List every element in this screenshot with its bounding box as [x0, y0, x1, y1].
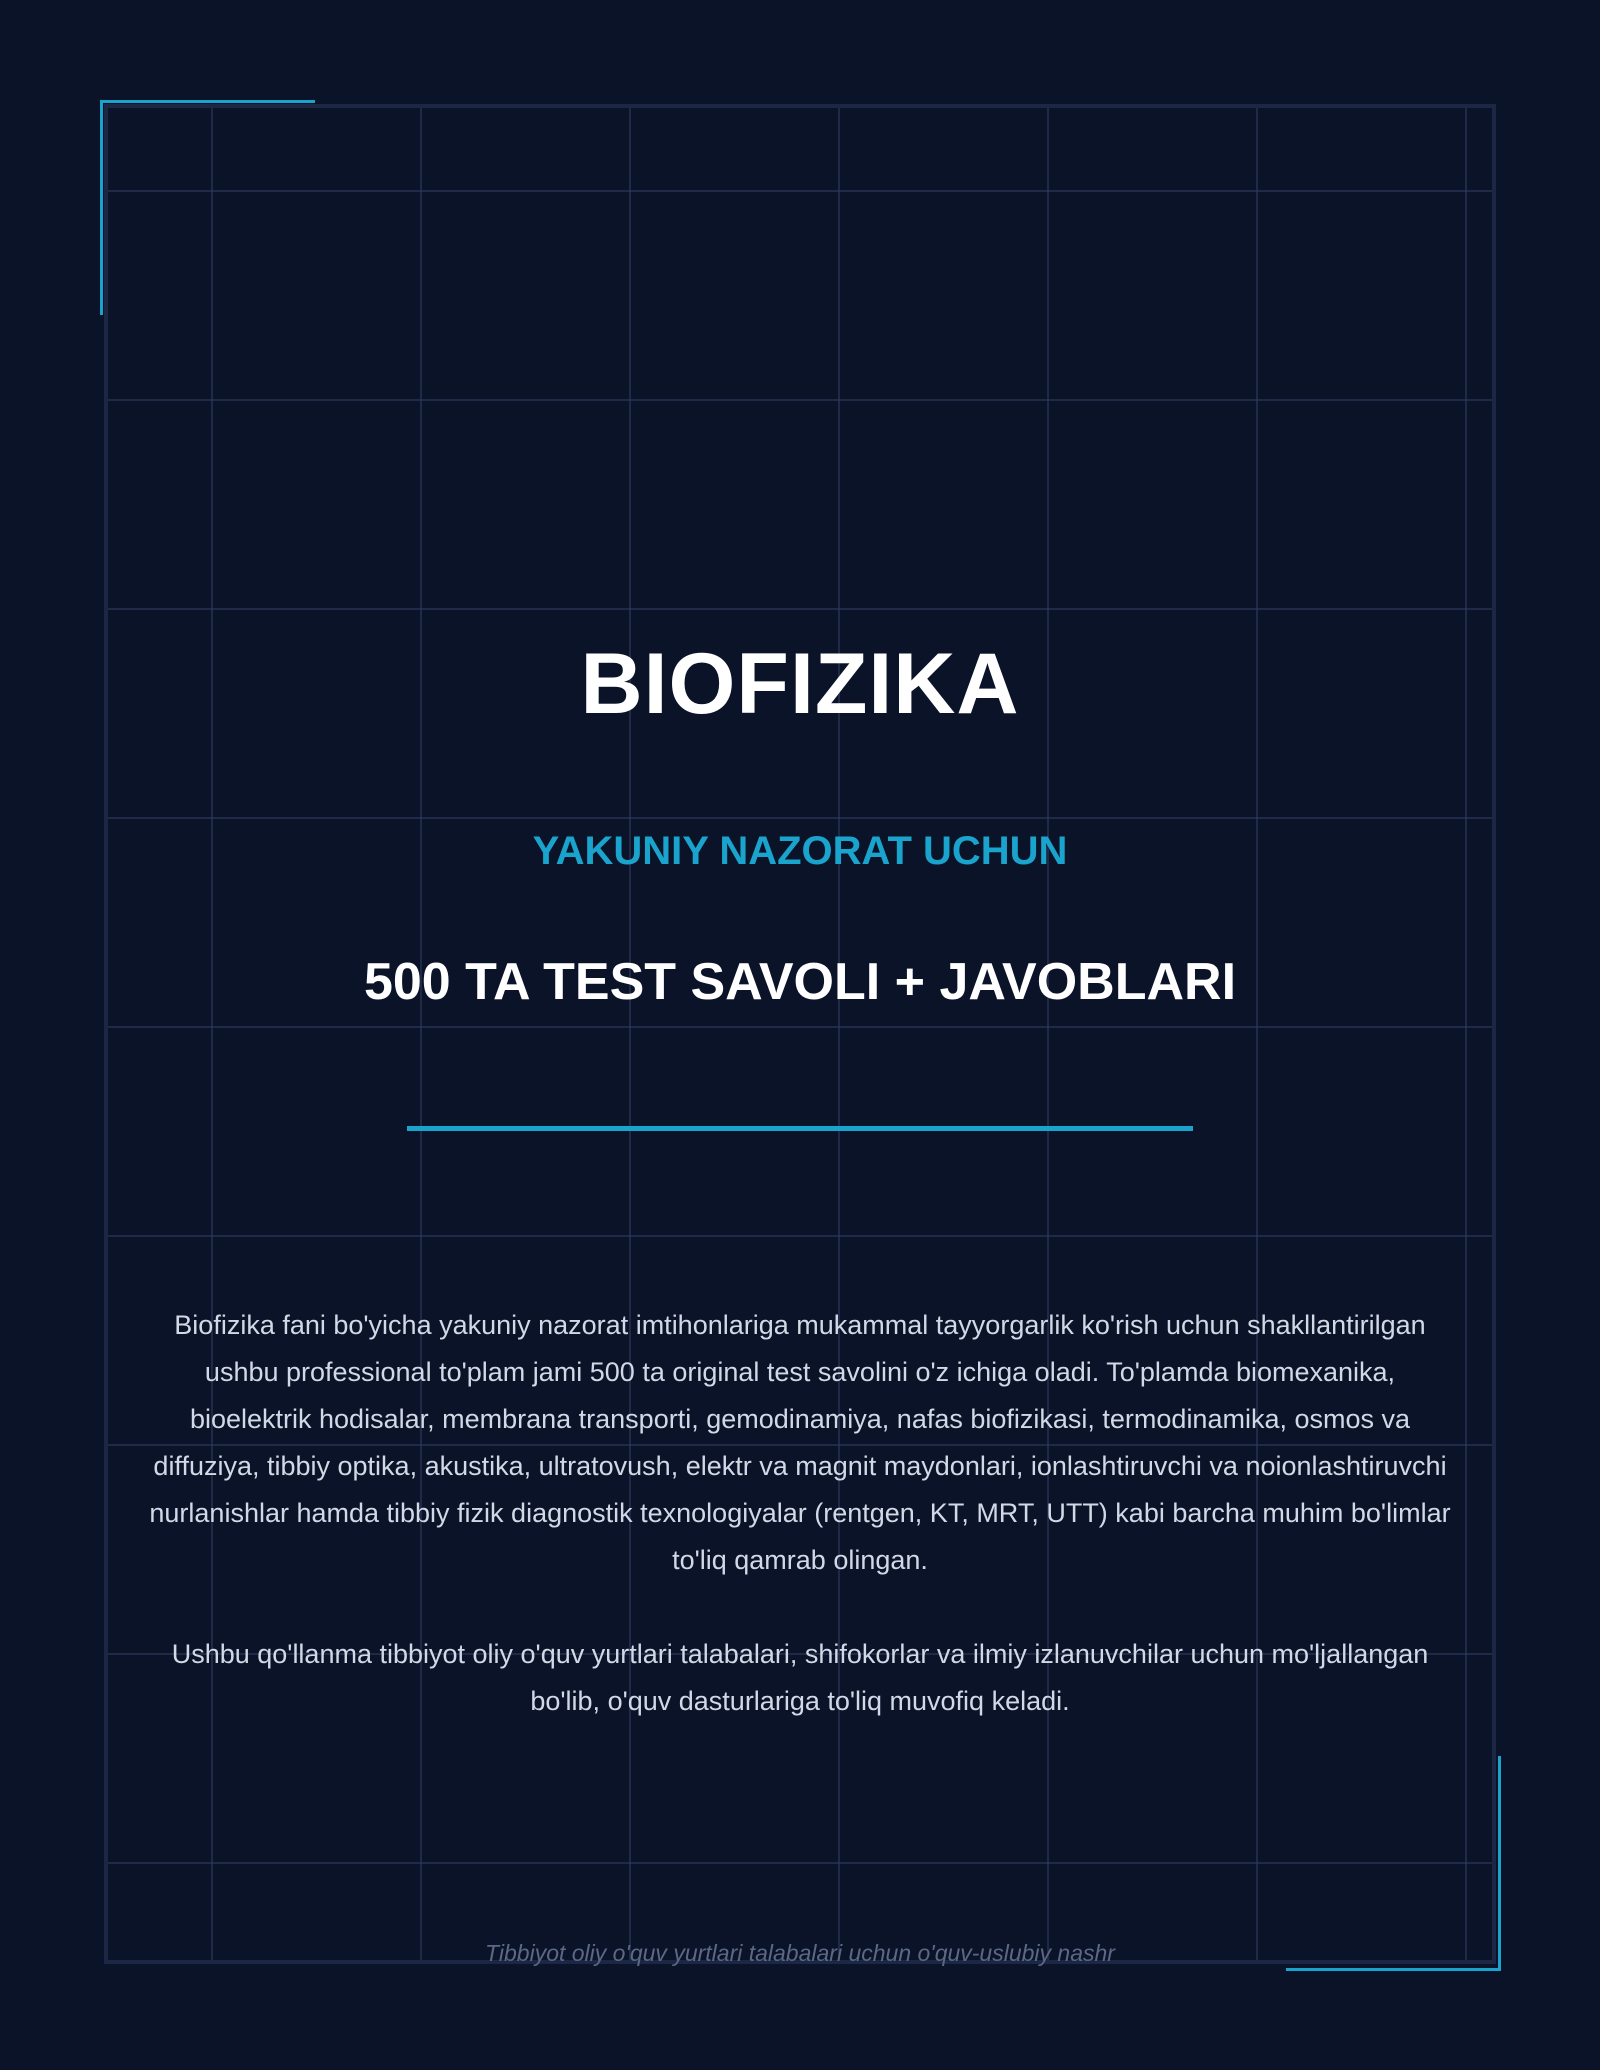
accent-divider — [407, 1126, 1193, 1131]
description-paragraph-1: Biofizika fani bo'yicha yakuniy nazorat imtihonlariga mukammal tayyorgarlik ko'rish uchun shakllantirilgan ushbu professional to'plam jami 500 ta original test savolini o'z ichiga oladi. To'plamda biomexanika, bioelektrik hodisalar, membrana transporti, gemodinamiya, nafas biofizikasi, termodinamika, osmos va diffuziya, tibbiy optika, akustika, ultratovush, elektr va magnit maydonlari, ionlashtiruvchi va noionlashtiruvchi nurlanishlar hamda tibbiy fizik diagnostik texnologiyalar (rentgen, KT, MRT, UTT) kabi barcha muhim bo'limlar to'liq qamrab olingan. — [149, 1310, 1451, 1575]
cover-subtitle: YAKUNIY NAZORAT UCHUN — [532, 829, 1068, 873]
cover-headline: 500 TA TEST SAVOLI + JAVOBLARI — [363, 953, 1237, 1011]
description-paragraph-2: Ushbu qo'llanma tibbiyot oliy o'quv yurtlari talabalari, shifokorlar va ilmiy izlanuvchilar uchun mo'ljallangan bo'lib, o'quv dasturlariga to'liq muvofiq keladi. — [171, 1639, 1429, 1716]
cover-title: BIOFIZIKA — [580, 636, 1020, 732]
cover-footer-note: Tibbiyot oliy o'quv yurtlari talabalari uchun o'quv-uslubiy nashr — [485, 1940, 1115, 1966]
cover-content — [104, 104, 1496, 1964]
